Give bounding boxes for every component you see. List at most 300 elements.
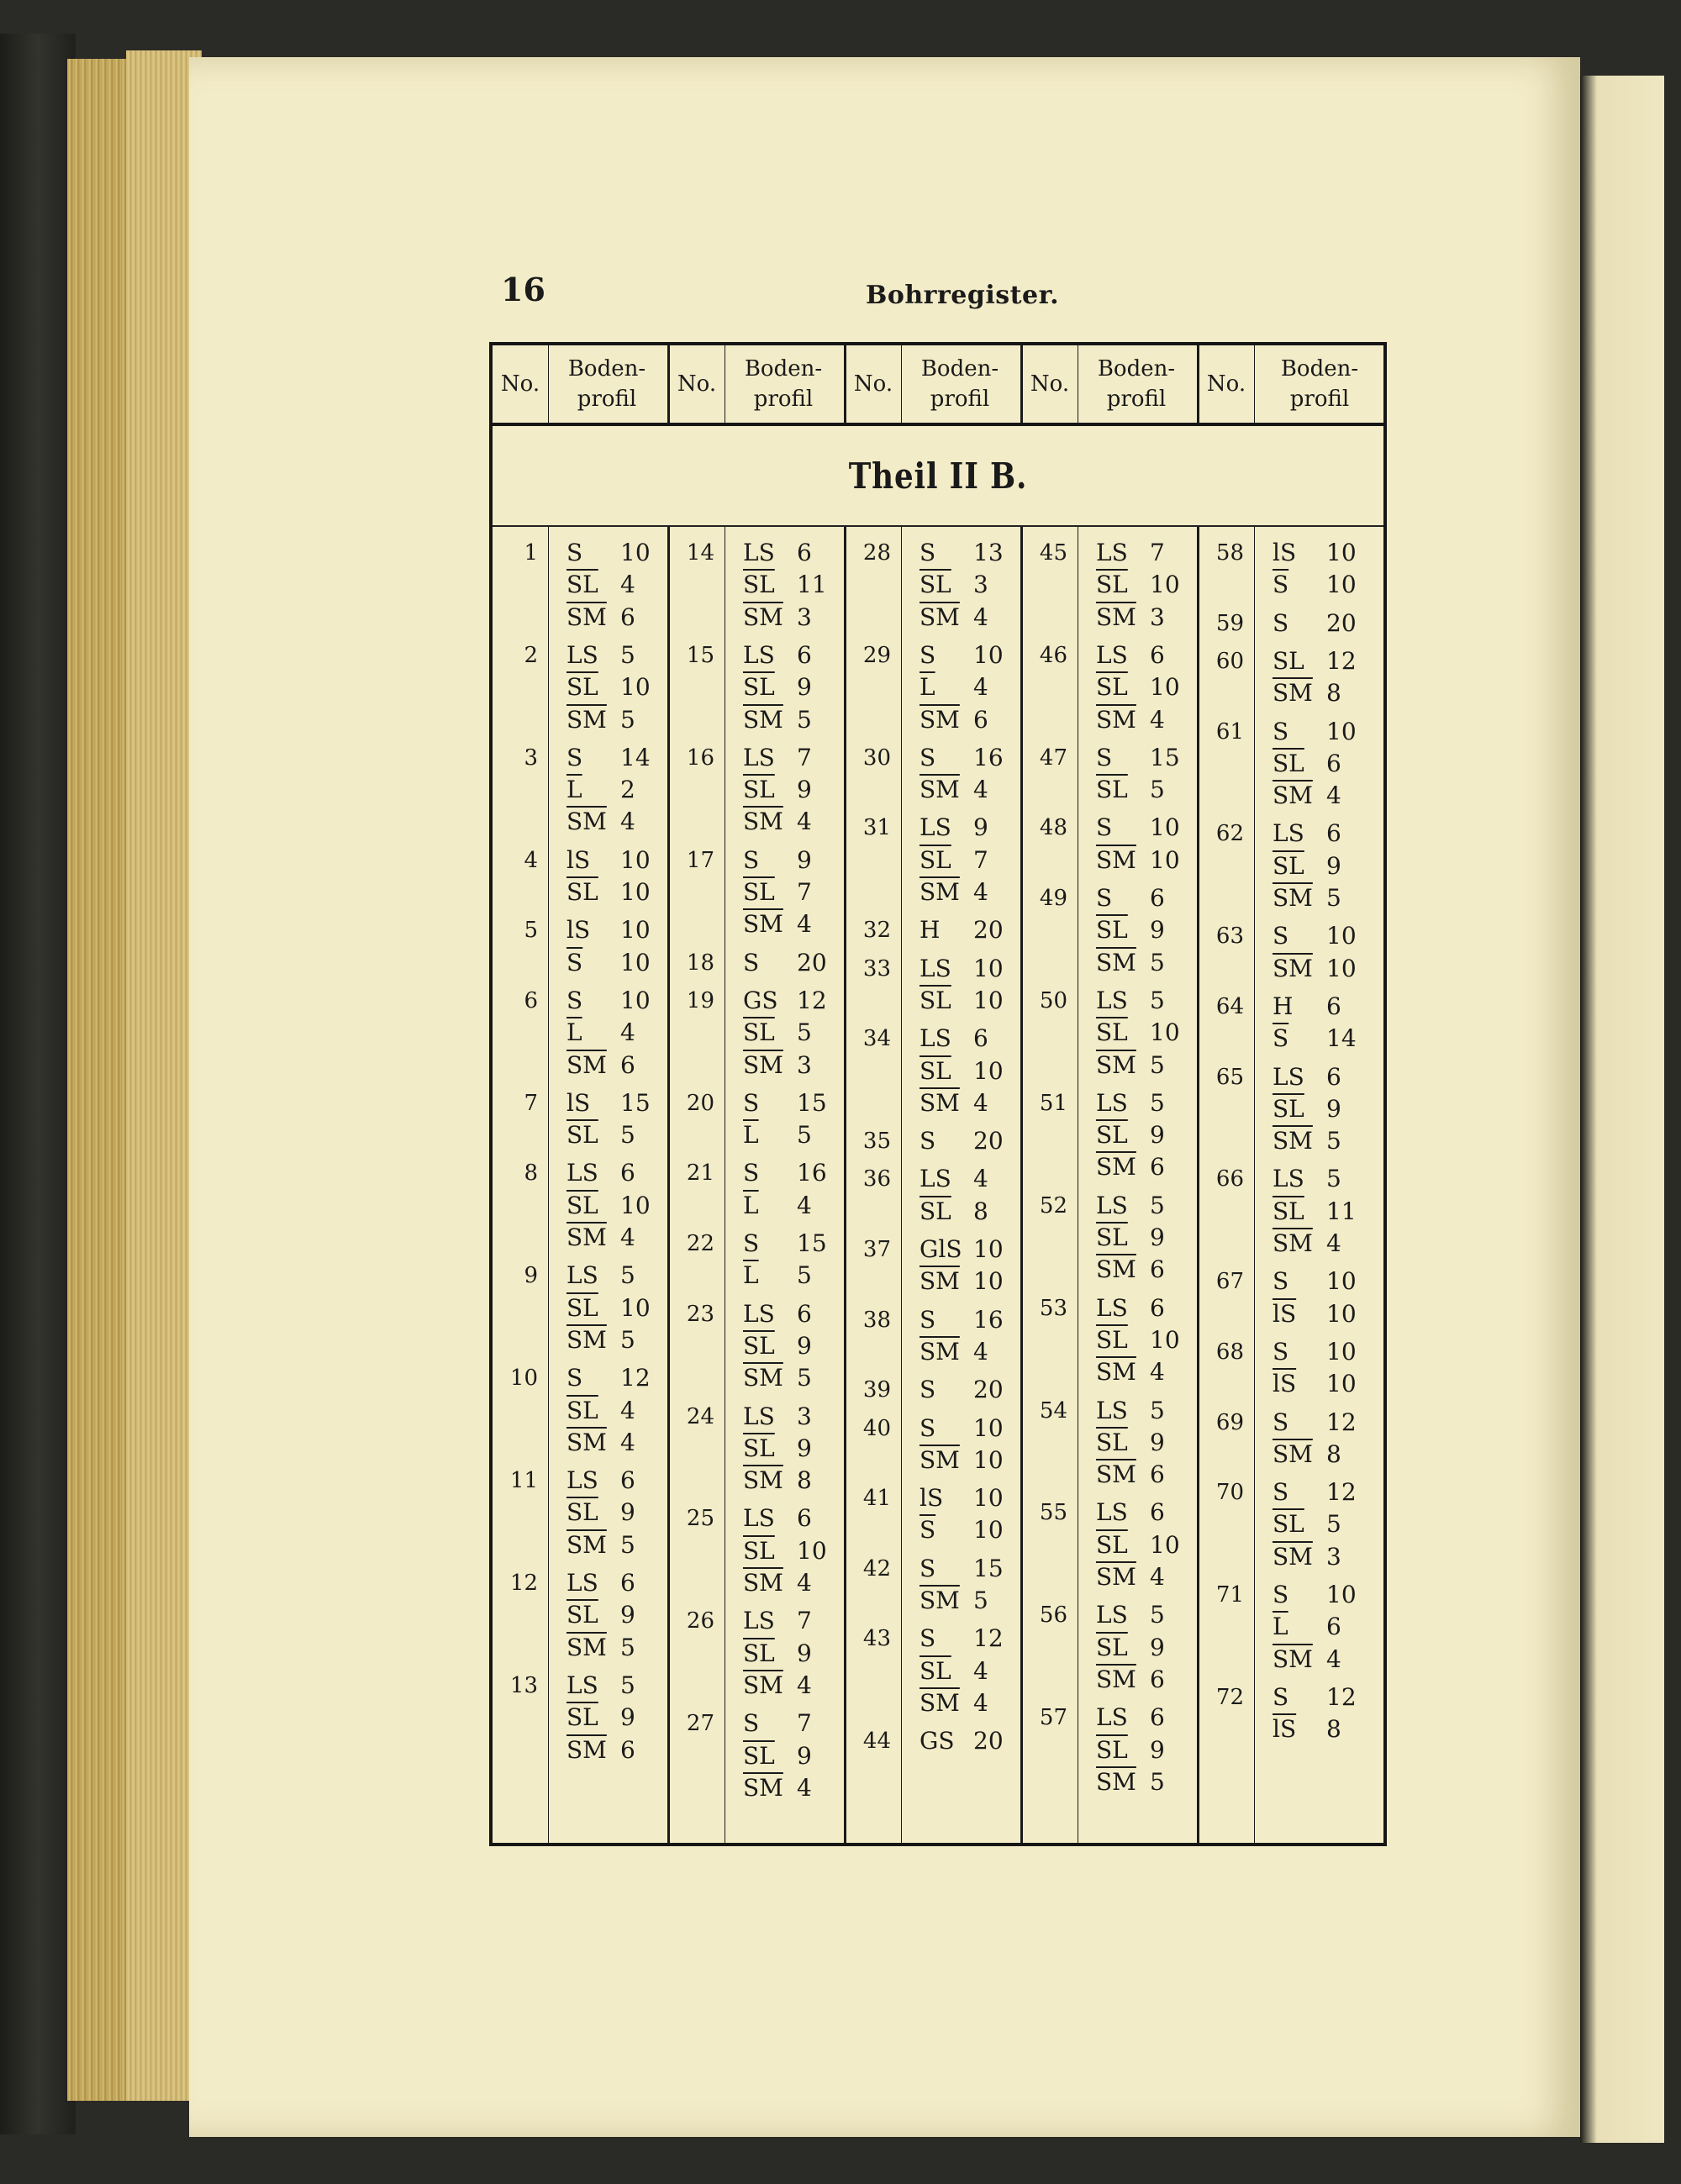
soil-symbol: $\overline{SM}$ bbox=[1273, 782, 1313, 810]
profile-layer bbox=[743, 1192, 830, 1219]
entry-number: 70 bbox=[1215, 1480, 1244, 1506]
section-title: Theil II B. bbox=[848, 455, 1028, 497]
entry-number: 35 bbox=[862, 1129, 891, 1155]
layer-depth: 10 bbox=[1150, 673, 1180, 702]
profile-layer bbox=[1273, 571, 1360, 598]
profile-layer bbox=[566, 1018, 654, 1046]
entry-number: 17 bbox=[686, 847, 714, 873]
profile-layer bbox=[566, 1736, 654, 1764]
soil-symbol: $\overline{S}$ bbox=[566, 948, 583, 976]
soil-symbol: $\overline{SM}$ bbox=[566, 808, 607, 836]
soil-symbol: $\overline{SM}$ bbox=[743, 1773, 783, 1802]
soil-symbol: $\overline{SL}$ bbox=[1096, 1121, 1128, 1150]
layer-depth: 3 bbox=[1326, 1542, 1341, 1571]
layer-depth: 4 bbox=[797, 1773, 812, 1802]
soil-symbol: $\overline{SL}$ bbox=[1096, 673, 1128, 702]
profile-layer bbox=[566, 776, 654, 803]
layer-depth: 6 bbox=[797, 1504, 812, 1533]
layer-depth: 6 bbox=[1326, 749, 1341, 777]
layer-depth: 6 bbox=[1326, 819, 1341, 848]
soil-symbol: $\overline{L}$ bbox=[920, 673, 935, 702]
entry-number: 1 bbox=[524, 540, 538, 566]
profile-layer bbox=[566, 1466, 654, 1494]
profile-layer bbox=[566, 1703, 654, 1731]
layer-depth: 12 bbox=[620, 1364, 651, 1392]
layer-depth: 10 bbox=[1326, 1299, 1357, 1328]
profile-layer bbox=[566, 949, 654, 976]
soil-symbol: $\overline{SL}$ bbox=[566, 1121, 598, 1150]
soil-symbol: LS bbox=[566, 1159, 598, 1187]
layer-depth: 6 bbox=[620, 1159, 635, 1187]
soil-symbol: lS bbox=[566, 845, 591, 874]
column-divider-thick bbox=[1197, 527, 1199, 1843]
profile-layer bbox=[1273, 647, 1360, 675]
column-divider-thin bbox=[548, 527, 549, 1843]
entry-number: 11 bbox=[509, 1468, 538, 1494]
profile-layer bbox=[1096, 846, 1183, 874]
profile-layer bbox=[1273, 1645, 1360, 1673]
profile-layer bbox=[920, 641, 1007, 669]
soil-symbol: $\overline{SM}$ bbox=[743, 1364, 783, 1392]
layer-depth: 4 bbox=[620, 808, 635, 836]
entry-number: 71 bbox=[1215, 1582, 1244, 1608]
profile-layer bbox=[743, 706, 830, 734]
layer-depth: 4 bbox=[1150, 705, 1165, 734]
soil-symbol: LS bbox=[743, 743, 775, 771]
profile-layer bbox=[743, 878, 830, 906]
profile-layer bbox=[1096, 1634, 1183, 1661]
profile-layer bbox=[1273, 1229, 1360, 1257]
soil-symbol: lS bbox=[920, 1484, 944, 1513]
profile-layer bbox=[566, 641, 654, 669]
entry-number: 48 bbox=[1039, 815, 1067, 841]
layer-depth: 12 bbox=[797, 986, 827, 1014]
layer-depth: 3 bbox=[973, 571, 988, 599]
layer-depth: 5 bbox=[620, 1325, 635, 1354]
entry-number: 30 bbox=[862, 745, 891, 771]
layer-depth: 10 bbox=[973, 1484, 1004, 1513]
profile-layer bbox=[1273, 1543, 1360, 1571]
soil-symbol: $\overline{SM}$ bbox=[566, 1224, 607, 1251]
profile-layer bbox=[1273, 1408, 1360, 1436]
soil-symbol: $\overline{SM}$ bbox=[920, 1267, 960, 1296]
table-body bbox=[493, 527, 1383, 1843]
layer-depth: 6 bbox=[620, 1569, 635, 1597]
layer-depth: 15 bbox=[973, 1554, 1004, 1582]
layer-depth: 12 bbox=[1326, 646, 1357, 675]
layer-depth: 15 bbox=[620, 1088, 651, 1117]
layer-depth: 7 bbox=[973, 845, 988, 874]
profile-layer bbox=[1273, 1370, 1360, 1397]
layer-depth: 5 bbox=[797, 1364, 812, 1392]
profile-layer bbox=[1096, 987, 1183, 1014]
layer-depth: 4 bbox=[1326, 1645, 1341, 1673]
layer-depth: 10 bbox=[1326, 1267, 1357, 1296]
layer-depth: 20 bbox=[973, 1376, 1004, 1404]
header-profile-line2: profil bbox=[1106, 387, 1167, 412]
profile-layer bbox=[743, 603, 830, 631]
profile-layer bbox=[743, 1742, 830, 1770]
profile-layer bbox=[1273, 819, 1360, 847]
soil-symbol: LS bbox=[1096, 986, 1128, 1014]
profile-layer bbox=[1096, 949, 1183, 976]
profile-layer bbox=[743, 1089, 830, 1117]
profile-layer bbox=[920, 1587, 1007, 1614]
profile-layer bbox=[920, 1624, 1007, 1652]
profile-layer bbox=[743, 1537, 830, 1565]
soil-symbol: S bbox=[920, 1127, 936, 1155]
layer-depth: 3 bbox=[797, 1402, 812, 1430]
soil-symbol: $\overline{SM}$ bbox=[920, 705, 960, 734]
soil-symbol: $\overline{SL}$ bbox=[1096, 1224, 1128, 1251]
soil-symbol: $\overline{SM}$ bbox=[920, 1688, 960, 1717]
layer-depth: 5 bbox=[1326, 1165, 1341, 1193]
profile-layer bbox=[920, 1338, 1007, 1366]
entry-number: 60 bbox=[1215, 648, 1244, 674]
soil-symbol: GS bbox=[920, 1727, 955, 1755]
layer-depth: 4 bbox=[973, 776, 988, 804]
layer-depth: 5 bbox=[620, 1530, 635, 1559]
entry-number: 58 bbox=[1215, 540, 1244, 566]
layer-depth: 13 bbox=[973, 539, 1004, 566]
profile-layer bbox=[1096, 706, 1183, 734]
layer-depth: 4 bbox=[620, 571, 635, 599]
profile-layer bbox=[743, 1300, 830, 1328]
layer-depth: 15 bbox=[797, 1229, 827, 1257]
header-divider-thick bbox=[844, 345, 846, 423]
layer-depth: 4 bbox=[620, 1396, 635, 1424]
entry-number: 54 bbox=[1039, 1397, 1067, 1424]
column-divider-thick bbox=[844, 527, 846, 1843]
profile-layer bbox=[920, 1197, 1007, 1225]
profile-layer bbox=[1273, 1581, 1360, 1608]
layer-depth: 5 bbox=[1150, 948, 1165, 976]
layer-depth: 12 bbox=[1326, 1478, 1357, 1507]
layer-depth: 15 bbox=[1150, 743, 1180, 771]
profile-layer bbox=[1273, 1024, 1360, 1052]
entry-number: 56 bbox=[1039, 1602, 1067, 1629]
profile-layer bbox=[1096, 1224, 1183, 1251]
soil-symbol: lS bbox=[566, 916, 591, 945]
soil-symbol: $\overline{SM}$ bbox=[1096, 845, 1136, 874]
profile-layer bbox=[566, 1671, 654, 1699]
entry-number: 21 bbox=[686, 1160, 714, 1187]
soil-symbol: GS bbox=[743, 986, 778, 1014]
layer-depth: 5 bbox=[797, 1261, 812, 1290]
profile-layer bbox=[1273, 955, 1360, 982]
layer-depth: 8 bbox=[1326, 1715, 1341, 1744]
layer-depth: 9 bbox=[797, 1434, 812, 1462]
layer-depth: 15 bbox=[797, 1088, 827, 1117]
soil-symbol: $\overline{SM}$ bbox=[920, 603, 960, 631]
soil-symbol: $\overline{lS}$ bbox=[1273, 1715, 1297, 1744]
layer-depth: 9 bbox=[620, 1703, 635, 1732]
soil-symbol: $\overline{SL}$ bbox=[1273, 851, 1304, 880]
layer-depth: 4 bbox=[620, 1428, 635, 1456]
soil-symbol: S bbox=[1273, 922, 1289, 950]
soil-symbol: $\overline{SM}$ bbox=[1096, 705, 1136, 734]
soil-symbol: $\overline{SM}$ bbox=[743, 1569, 783, 1597]
profile-layer bbox=[1096, 1666, 1183, 1693]
soil-symbol: $\overline{SM}$ bbox=[1096, 1460, 1136, 1489]
column-divider-thick bbox=[1020, 527, 1023, 1843]
entry-number: 45 bbox=[1039, 540, 1067, 566]
layer-depth: 8 bbox=[1326, 1439, 1341, 1468]
profile-layer bbox=[566, 1224, 654, 1251]
header-profile bbox=[548, 345, 666, 423]
header-profile-line2: profil bbox=[930, 387, 990, 412]
profile-layer bbox=[743, 1504, 830, 1532]
soil-symbol: $\overline{SM}$ bbox=[1096, 1255, 1136, 1284]
soil-symbol: S bbox=[566, 986, 583, 1014]
header-divider-thick bbox=[1020, 345, 1023, 423]
layer-depth: 6 bbox=[1150, 1293, 1165, 1322]
profile-layer bbox=[1096, 1051, 1183, 1079]
profile-layer bbox=[1273, 1613, 1360, 1640]
layer-depth: 6 bbox=[797, 640, 812, 669]
layer-depth: 5 bbox=[1150, 1088, 1165, 1117]
profile-layer bbox=[920, 706, 1007, 734]
entry-number: 53 bbox=[1039, 1295, 1067, 1321]
layer-depth: 20 bbox=[1326, 608, 1357, 637]
layer-depth: 5 bbox=[620, 1261, 635, 1290]
profile-layer bbox=[920, 955, 1007, 982]
soil-symbol: $\overline{L}$ bbox=[1273, 1613, 1288, 1641]
layer-depth: 14 bbox=[620, 743, 651, 771]
entry-number: 51 bbox=[1039, 1090, 1067, 1116]
layer-depth: 20 bbox=[973, 916, 1004, 945]
profile-layer bbox=[1273, 922, 1360, 950]
profile-layer bbox=[743, 1159, 830, 1187]
soil-symbol: S bbox=[920, 640, 936, 669]
layer-depth: 10 bbox=[620, 878, 651, 906]
layer-depth: 9 bbox=[1150, 1735, 1165, 1764]
profile-layer bbox=[1273, 992, 1360, 1020]
profile-layer bbox=[566, 603, 654, 631]
soil-symbol: LS bbox=[920, 1165, 951, 1193]
entry-number: 13 bbox=[509, 1672, 538, 1698]
layer-depth: 10 bbox=[973, 1516, 1004, 1545]
header-no: No. bbox=[853, 371, 893, 397]
layer-depth: 6 bbox=[973, 705, 988, 734]
layer-depth: 6 bbox=[620, 603, 635, 631]
layer-depth: 4 bbox=[1150, 1563, 1165, 1591]
layer-depth: 10 bbox=[973, 954, 1004, 982]
entry-number: 57 bbox=[1039, 1705, 1067, 1731]
layer-depth: 7 bbox=[1150, 539, 1165, 566]
layer-depth: 8 bbox=[797, 1466, 812, 1495]
profile-layer bbox=[566, 706, 654, 734]
layer-depth: 9 bbox=[797, 1639, 812, 1667]
profile-layer bbox=[566, 1429, 654, 1456]
layer-depth: 10 bbox=[620, 916, 651, 945]
soil-symbol: $\overline{SL}$ bbox=[1273, 1094, 1304, 1123]
profile-layer bbox=[1096, 539, 1183, 566]
layer-depth: 6 bbox=[1150, 1153, 1165, 1181]
soil-symbol: LS bbox=[1096, 1498, 1128, 1527]
soil-symbol: $\overline{SM}$ bbox=[920, 878, 960, 906]
soil-symbol: $\overline{SM}$ bbox=[1096, 1358, 1136, 1387]
header-no: No. bbox=[1206, 371, 1246, 397]
soil-symbol: $\overline{SM}$ bbox=[566, 1633, 607, 1661]
profile-layer bbox=[1096, 571, 1183, 598]
soil-symbol: $\overline{SL}$ bbox=[1273, 749, 1304, 777]
layer-depth: 4 bbox=[1150, 1358, 1165, 1387]
layer-depth: 10 bbox=[1326, 954, 1357, 982]
soil-symbol: LS bbox=[743, 1299, 775, 1328]
soil-symbol: $\overline{lS}$ bbox=[1273, 1299, 1297, 1328]
profile-layer bbox=[1096, 776, 1183, 803]
soil-symbol: LS bbox=[1096, 1396, 1128, 1424]
soil-symbol: S bbox=[566, 1364, 583, 1392]
profile-layer bbox=[920, 916, 1007, 944]
soil-symbol: LS bbox=[743, 539, 775, 566]
soil-symbol: $\overline{SM}$ bbox=[566, 1050, 607, 1079]
soil-symbol: $\overline{SL}$ bbox=[566, 1293, 598, 1322]
layer-depth: 6 bbox=[1150, 1703, 1165, 1732]
layer-depth: 3 bbox=[797, 603, 812, 631]
soil-symbol: S bbox=[1273, 608, 1289, 637]
layer-depth: 12 bbox=[973, 1624, 1004, 1653]
soil-symbol: LS bbox=[743, 1402, 775, 1430]
layer-depth: 9 bbox=[1150, 1121, 1165, 1150]
soil-symbol: $\overline{SL}$ bbox=[1096, 1428, 1128, 1456]
layer-depth: 5 bbox=[973, 1587, 988, 1614]
profile-layer bbox=[920, 1165, 1007, 1192]
profile-layer bbox=[920, 571, 1007, 598]
soil-symbol: S bbox=[743, 948, 760, 976]
soil-symbol: LS bbox=[743, 1607, 775, 1635]
layer-depth: 6 bbox=[1150, 1498, 1165, 1527]
entry-number: 38 bbox=[862, 1307, 891, 1333]
layer-depth: 10 bbox=[620, 539, 651, 566]
profile-layer bbox=[920, 813, 1007, 841]
layer-depth: 7 bbox=[797, 878, 812, 906]
layer-depth: 6 bbox=[973, 1024, 988, 1053]
profile-layer bbox=[566, 1089, 654, 1117]
profile-layer bbox=[1273, 1478, 1360, 1506]
entry-number: 50 bbox=[1039, 987, 1067, 1013]
profile-layer bbox=[743, 776, 830, 803]
soil-symbol: $\overline{SM}$ bbox=[920, 1337, 960, 1366]
header-profile bbox=[725, 345, 842, 423]
profile-layer bbox=[1096, 1255, 1183, 1283]
entry-number: 41 bbox=[862, 1486, 891, 1512]
soil-symbol: $\overline{SM}$ bbox=[1273, 1542, 1313, 1571]
layer-depth: 4 bbox=[973, 878, 988, 906]
profile-layer bbox=[920, 1516, 1007, 1544]
soil-symbol: $\overline{SM}$ bbox=[1273, 1229, 1313, 1257]
profile-layer bbox=[1273, 884, 1360, 912]
layer-depth: 5 bbox=[1150, 1396, 1165, 1424]
soil-symbol: H bbox=[1273, 992, 1294, 1020]
entry-number: 26 bbox=[686, 1608, 714, 1634]
layer-depth: 9 bbox=[797, 1741, 812, 1770]
layer-depth: 9 bbox=[1150, 916, 1165, 945]
entry-number: 40 bbox=[862, 1415, 891, 1441]
soil-symbol: $\overline{SL}$ bbox=[1096, 776, 1128, 804]
soil-symbol: $\overline{SL}$ bbox=[743, 1536, 775, 1565]
soil-symbol: S bbox=[743, 1088, 760, 1117]
entry-number: 4 bbox=[524, 847, 538, 873]
soil-symbol: $\overline{L}$ bbox=[743, 1261, 759, 1290]
entry-number: 6 bbox=[524, 987, 538, 1013]
soil-symbol: LS bbox=[1273, 819, 1304, 848]
header-no: No. bbox=[500, 371, 540, 397]
profile-layer bbox=[1096, 1601, 1183, 1629]
profile-layer bbox=[1096, 1531, 1183, 1559]
profile-layer bbox=[920, 673, 1007, 701]
header-profile bbox=[1078, 345, 1195, 423]
soil-symbol: $\overline{SL}$ bbox=[743, 1639, 775, 1667]
soil-symbol: LS bbox=[1096, 539, 1128, 566]
soil-symbol: $\overline{SM}$ bbox=[1273, 679, 1313, 708]
profile-layer bbox=[743, 571, 830, 598]
profile-layer bbox=[1096, 1089, 1183, 1117]
profile-layer bbox=[920, 603, 1007, 631]
soil-symbol: $\overline{SM}$ bbox=[1096, 1767, 1136, 1796]
profile-layer bbox=[743, 808, 830, 835]
profile-layer bbox=[566, 1294, 654, 1322]
soil-symbol: S bbox=[1273, 1581, 1289, 1608]
soil-symbol: $\overline{SL}$ bbox=[566, 1191, 598, 1219]
profile-layer bbox=[566, 1531, 654, 1559]
soil-symbol: S bbox=[743, 1229, 760, 1257]
layer-depth: 7 bbox=[797, 1709, 812, 1738]
layer-depth: 10 bbox=[1150, 1018, 1180, 1047]
soil-symbol: $\overline{L}$ bbox=[743, 1121, 759, 1150]
header-divider-thick bbox=[667, 345, 670, 423]
soil-symbol: LS bbox=[920, 1024, 951, 1053]
entry-number: 33 bbox=[862, 955, 891, 981]
profile-layer bbox=[1096, 1294, 1183, 1322]
profile-layer bbox=[920, 1414, 1007, 1442]
running-head: Bohrregister. bbox=[866, 281, 1060, 310]
soil-symbol: LS bbox=[1096, 1191, 1128, 1219]
profile-layer bbox=[1273, 782, 1360, 809]
soil-symbol: $\overline{SM}$ bbox=[1273, 1127, 1313, 1155]
layer-depth: 10 bbox=[620, 845, 651, 874]
soil-symbol: $\overline{SL}$ bbox=[920, 845, 951, 874]
soil-symbol: $\overline{lS}$ bbox=[1273, 1370, 1297, 1398]
profile-layer bbox=[920, 878, 1007, 906]
layer-depth: 5 bbox=[1150, 1601, 1165, 1629]
layer-depth: 4 bbox=[973, 673, 988, 702]
column-divider-thin bbox=[901, 527, 902, 1843]
layer-depth: 10 bbox=[973, 1413, 1004, 1442]
column-divider-thick bbox=[667, 527, 670, 1843]
profile-layer bbox=[566, 808, 654, 835]
profile-layer bbox=[920, 1657, 1007, 1685]
entry-number: 72 bbox=[1215, 1684, 1244, 1710]
soil-symbol: LS bbox=[1096, 1703, 1128, 1732]
entry-number: 65 bbox=[1215, 1064, 1244, 1090]
layer-depth: 5 bbox=[620, 705, 635, 734]
soil-symbol: $\overline{SL}$ bbox=[1096, 571, 1128, 599]
profile-layer bbox=[566, 878, 654, 906]
layer-depth: 4 bbox=[973, 1337, 988, 1366]
soil-symbol: $\overline{SM}$ bbox=[566, 603, 607, 631]
profile-layer bbox=[920, 1727, 1007, 1755]
profile-layer bbox=[920, 987, 1007, 1014]
profile-layer bbox=[743, 1709, 830, 1737]
soil-symbol: $\overline{SM}$ bbox=[566, 1428, 607, 1456]
entry-number: 66 bbox=[1215, 1166, 1244, 1192]
soil-symbol: $\overline{SL}$ bbox=[566, 1396, 598, 1424]
soil-symbol: $\overline{SM}$ bbox=[566, 1325, 607, 1354]
soil-symbol: LS bbox=[1096, 1088, 1128, 1117]
soil-symbol: $\overline{SM}$ bbox=[743, 910, 783, 939]
